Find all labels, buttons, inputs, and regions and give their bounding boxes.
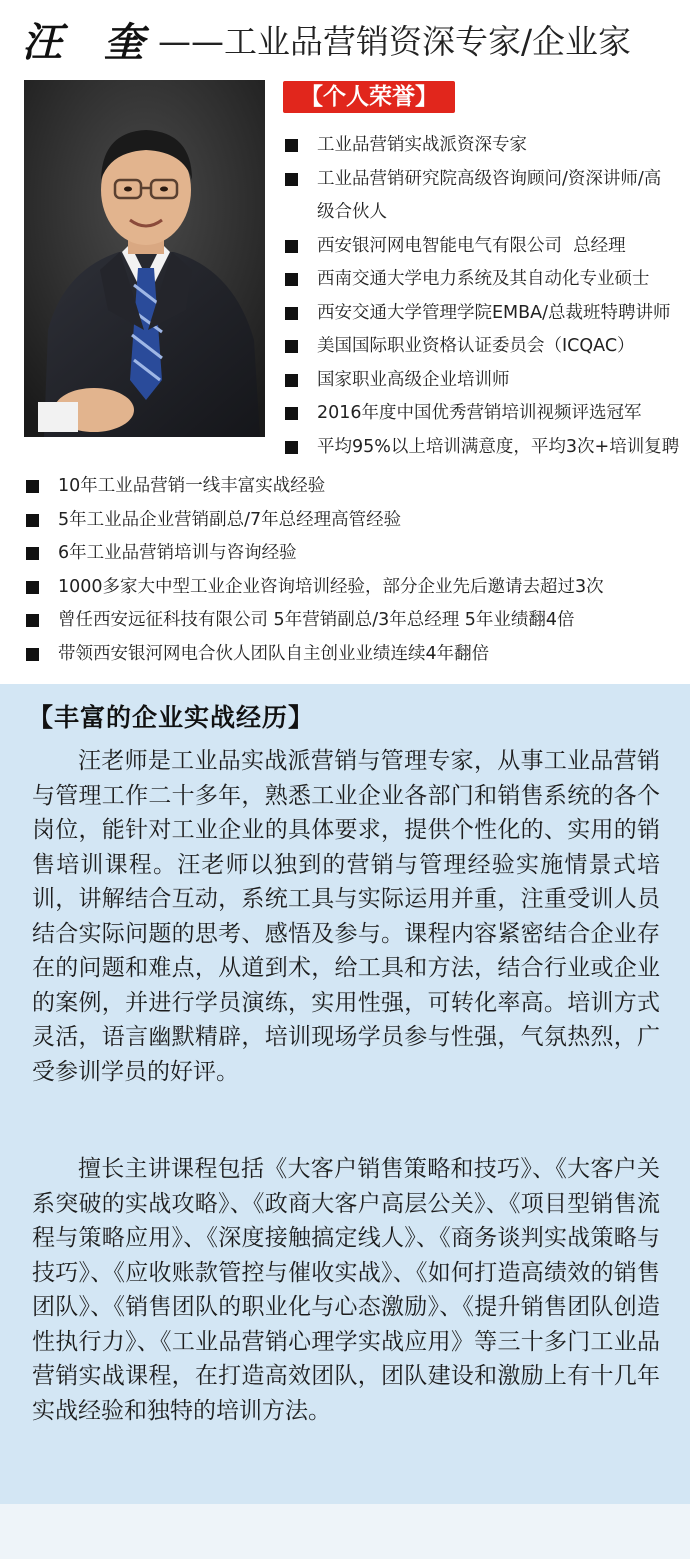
square-bullet-icon xyxy=(285,307,298,320)
person-name: 汪 奎 xyxy=(22,18,158,66)
list-item: 10年工业品营销一线丰富实战经验 xyxy=(26,470,686,504)
square-bullet-icon xyxy=(285,374,298,387)
list-item: 5年工业品企业营销副总/7年总经理高管经验 xyxy=(26,504,686,538)
square-bullet-icon xyxy=(285,240,298,253)
list-item: 美国国际职业资格认证委员会（ICQAC） xyxy=(285,330,685,364)
list-item: 工业品营销实战派资深专家 xyxy=(285,129,685,163)
square-bullet-icon xyxy=(285,340,298,353)
square-bullet-icon xyxy=(26,547,39,560)
square-bullet-icon xyxy=(26,480,39,493)
square-bullet-icon xyxy=(26,581,39,594)
square-bullet-icon xyxy=(285,441,298,454)
person-title: ——工业品营销资深专家/企业家 xyxy=(157,21,632,61)
list-item: 西安交通大学管理学院EMBA/总裁班特聘讲师 xyxy=(285,297,685,331)
honors-list xyxy=(285,129,685,464)
square-bullet-icon xyxy=(26,648,39,661)
portrait-photo xyxy=(24,80,265,437)
list-item: 6年工业品营销培训与咨询经验 xyxy=(26,537,686,571)
list-item: 国家职业高级企业培训师 xyxy=(285,364,685,398)
experience-list xyxy=(26,470,686,671)
square-bullet-icon xyxy=(285,273,298,286)
honors-badge: 【个人荣誉】 xyxy=(283,81,455,113)
list-item: 2016年度中国优秀营销培训视频评选冠军 xyxy=(285,397,685,431)
square-bullet-icon xyxy=(285,407,298,420)
square-bullet-icon xyxy=(26,514,39,527)
list-item: 西安银河网电智能电气有限公司 总经理 xyxy=(285,230,685,264)
list-item: 平均95%以上培训满意度，平均3次+培训复聘 xyxy=(285,431,685,465)
square-bullet-icon xyxy=(285,173,298,186)
courses-paragraph: 擅长主讲课程包括《大客户销售策略和技巧》、《大客户关系突破的实战攻略》、《政商大客户高层公关》、《项目型销售流程与策略应用》、《深度接触搞定线人》、《商务谈判实战策略与技巧》、《应收账款管控与催收实战》、《如何打造高绩效的销售团队》、《销售团队的职业化与心态激励》、《提升销售团队创造性执行力》、《工业品营销心理学实战应用》等三十多门工业品营销实战课程，在打造高效团队，团队建设和激励上有十几年实战经验和独特的培训方法。 xyxy=(32,1156,660,1424)
section-title: 【丰富的企业实战经历】 xyxy=(28,703,315,732)
profile-header-area xyxy=(0,0,690,684)
square-bullet-icon xyxy=(26,614,39,627)
square-bullet-icon xyxy=(285,139,298,152)
list-item: 曾任西安远征科技有限公司 5年营销副总/3年总经理 5年业绩翻4倍 xyxy=(26,604,686,638)
list-item: 带领西安银河网电合伙人团队自主创业业绩连续4年翻倍 xyxy=(26,638,686,672)
experience-paragraph: 汪老师是工业品实战派营销与管理专家，从事工业品营销与管理工作二十多年，熟悉工业企业各部门和销售系统的各个岗位，能针对工业企业的具体要求，提供个性化的、实用的销售培训课程。汪老师以独到的营销与管理经验实施情景式培训，讲解结合互动，系统工具与实际运用并重，注重受训人员结合实际问题的思考、感悟及参与。课程内容紧密结合企业存在的问题和难点，从道到术，给工具和方法，结合行业或企业的案例，并进行学员演练，实用性强，可转化率高。培训方式灵活，语言幽默精辟，培训现场学员参与性强，气氛热烈，广受参训学员的好评。 xyxy=(32,748,660,1085)
portrait-illustration xyxy=(24,80,265,437)
page-header xyxy=(22,14,631,64)
list-item: 1000多家大中型工业企业咨询培训经验，部分企业先后邀请去超过3次 xyxy=(26,571,686,605)
list-item: 工业品营销研究院高级咨询顾问/资深讲师/高级合伙人 xyxy=(285,163,662,230)
list-item: 西南交通大学电力系统及其自动化专业硕士 xyxy=(285,263,685,297)
experience-section xyxy=(0,684,690,1504)
